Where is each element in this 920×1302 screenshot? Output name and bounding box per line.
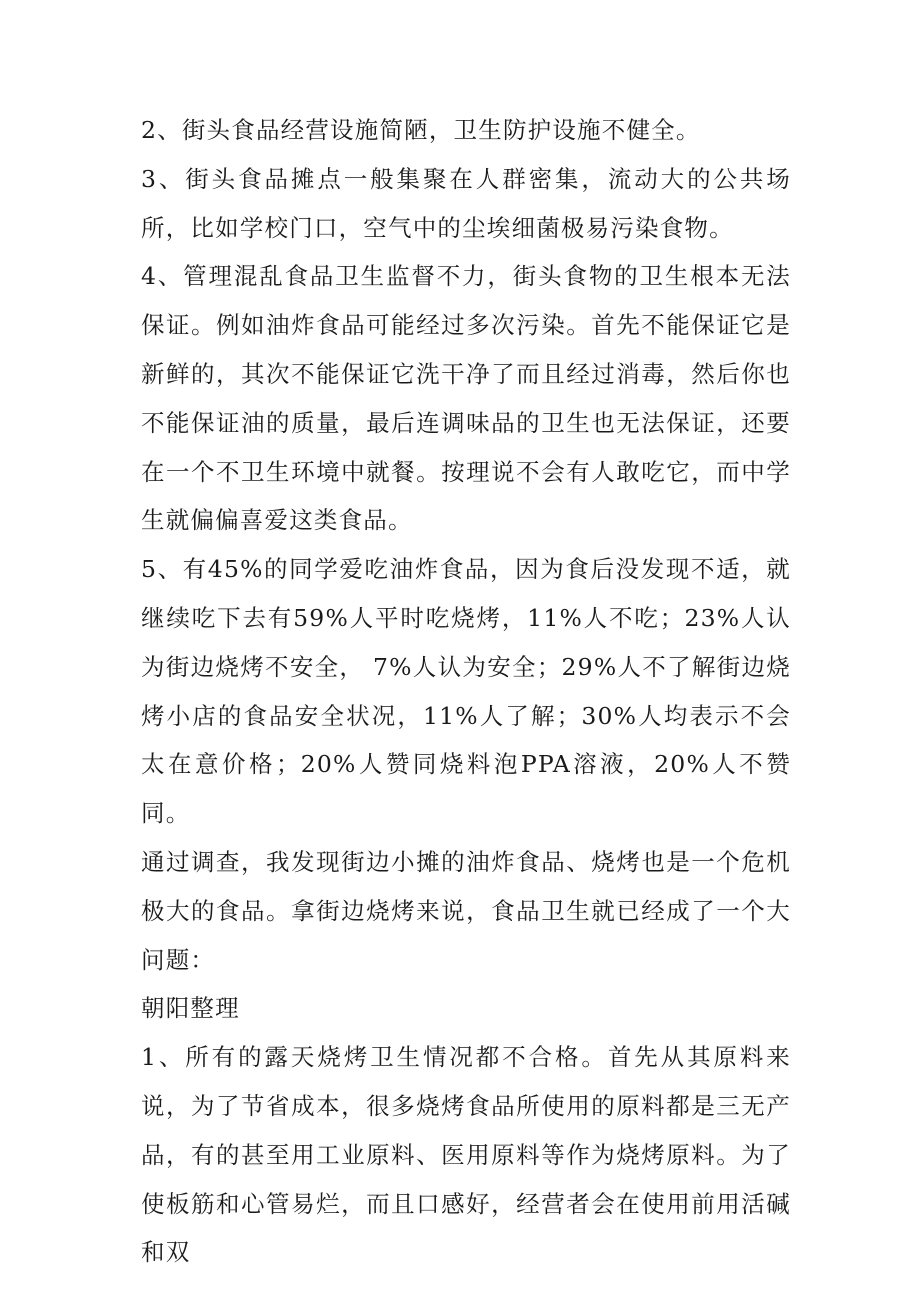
- paragraph-item-1: 1、所有的露天烧烤卫生情况都不合格。首先从其原料来说，为了节省成本，很多烧烤食品所使用的原料都是三无产品，有的甚至用工业原料、医用原料等作为烧烤原料。为了使板筋和心管易烂，而且口感好，经营者会在使用前用活碱和双: [141, 1043, 791, 1267]
- paragraph-item-4: 4、管理混乱食品卫生监督不力，街头食物的卫生根本无法保证。例如油炸食品可能经过多次污染。首先不能保证它是新鲜的，其次不能保证它洗干净了而且经过消毒，然后你也不能保证油的质量，最后连调味品的卫生也无法保证，还要在一个不卫生环境中就餐。按理说不会有人敢吃它，而中学生就偏偏喜爱这类食品。: [141, 262, 791, 535]
- paragraph-item-5: 5、有45%的同学爱吃油炸食品，因为食后没发现不适，就继续吃下去有59%人平时吃烧烤，11%人不吃；23%人认为街边烧烤不安全， 7%人认为安全；29%人不了解街边烧烤小店的食品安全状况，11%人了解；30%人均表示不会太在意价格；20%人赞同烧料泡PPA溶液，20%人不赞同。: [141, 555, 791, 828]
- paragraph-survey-conclusion: 通过调查，我发现街边小摊的油炸食品、烧烤也是一个危机极大的食品。拿街边烧烤来说，食品卫生就已经成了一个大问题：: [141, 847, 791, 974]
- paragraph-item-3: 3、街头食品摊点一般集聚在人群密集，流动大的公共场所，比如学校门口，空气中的尘埃细菌极易污染食物。: [141, 164, 791, 242]
- paragraph-item-2: 2、街头食品经营设施简陋，卫生防护设施不健全。: [141, 116, 701, 144]
- paragraph-source-note: 朝阳整理: [141, 994, 240, 1023]
- document-body: [141, 106, 791, 1277]
